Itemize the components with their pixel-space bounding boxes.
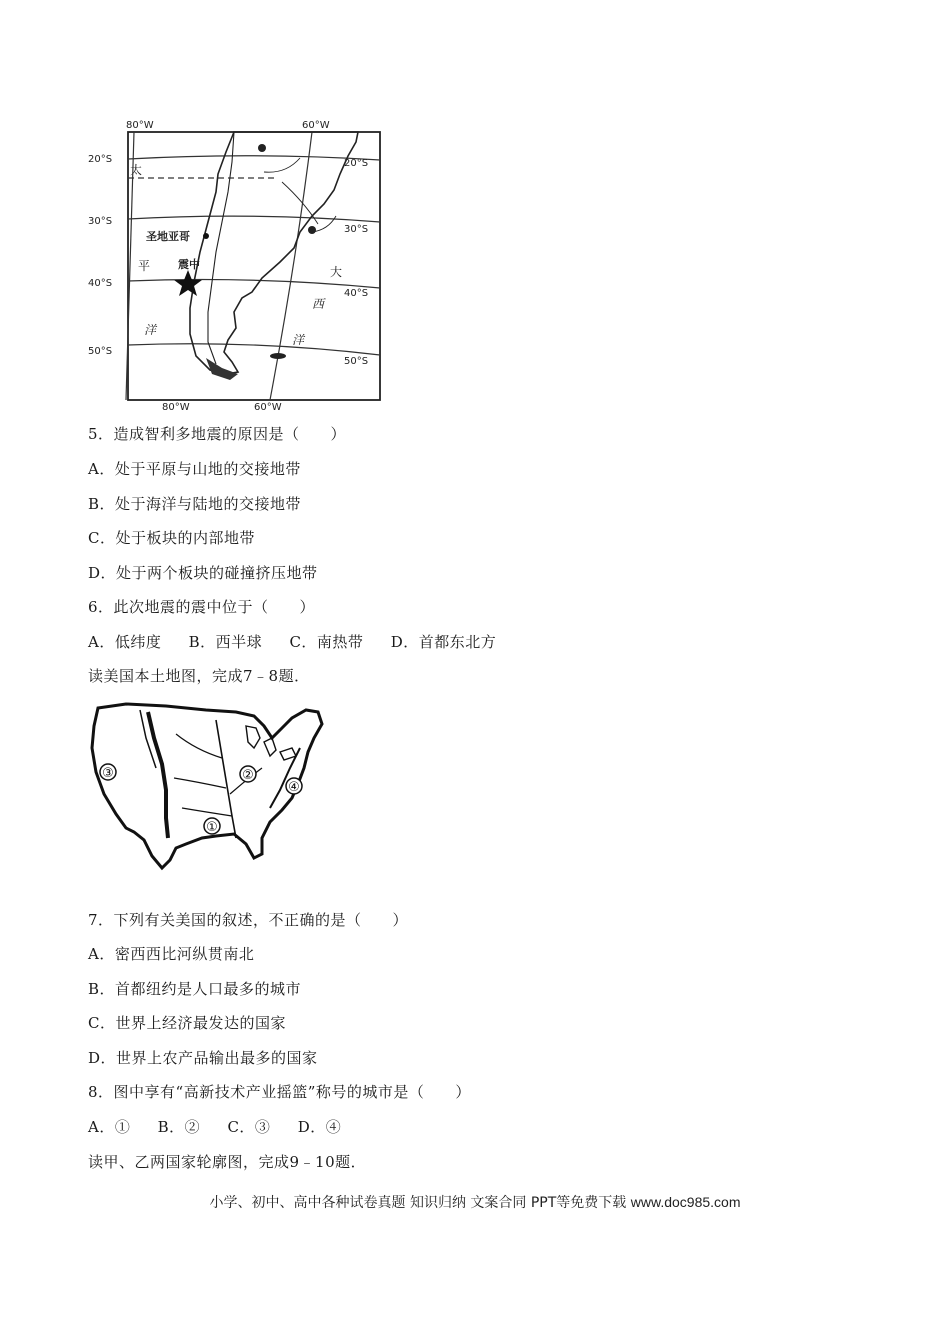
label-atl-yang: 洋 bbox=[292, 333, 305, 347]
question-7-option-d: D．世界上农产品输出最多的国家 bbox=[88, 1049, 318, 1067]
label-atl-tai: 大 bbox=[330, 265, 343, 279]
lon-label-80w-top: 80°W bbox=[126, 120, 154, 131]
label-yang: 洋 bbox=[144, 323, 157, 337]
question-6-option-b: B．西半球 bbox=[188, 633, 263, 651]
question-5-option-b: B．处于海洋与陆地的交接地带 bbox=[88, 495, 302, 513]
lat-label-20s-left: 20°S bbox=[88, 154, 113, 165]
marker-1: ① bbox=[206, 820, 218, 835]
question-7-option-b: B．首都纽约是人口最多的城市 bbox=[88, 980, 302, 998]
question-6-stem: 6．此次地震的震中位于（ ） bbox=[88, 598, 316, 616]
question-6-option-d: D．首都东北方 bbox=[390, 633, 497, 651]
question-8-option-d: D．④ bbox=[297, 1118, 342, 1136]
label-epicenter: 震中 bbox=[178, 258, 200, 271]
marker-2: ② bbox=[242, 768, 254, 783]
question-8-options bbox=[88, 1117, 363, 1137]
label-santiago: 圣地亚哥 bbox=[146, 230, 190, 243]
epicenter-star-icon bbox=[174, 270, 202, 296]
lat-label-30s-right: 30°S bbox=[344, 224, 369, 235]
lat-label-40s-left: 40°S bbox=[88, 278, 113, 289]
lat-label-50s-right: 50°S bbox=[344, 356, 369, 367]
lat-label-50s-left: 50°S bbox=[88, 346, 113, 357]
label-atl-xi: 西 bbox=[312, 297, 325, 311]
chile-map bbox=[86, 112, 390, 412]
footer-url[interactable]: www.doc985.com bbox=[630, 1194, 741, 1210]
page-footer bbox=[0, 1192, 950, 1212]
question-5-option-c: C．处于板块的内部地带 bbox=[88, 529, 255, 547]
lon-label-60w-bottom: 60°W bbox=[254, 402, 282, 412]
intro-usa-map: 读美国本土地图，完成7﹣8题． bbox=[88, 667, 310, 685]
usa-map bbox=[86, 698, 336, 874]
question-8-option-b: B．② bbox=[157, 1118, 201, 1136]
question-6-options bbox=[88, 632, 518, 652]
lat-label-20s-right: 20°S bbox=[344, 158, 369, 169]
question-6-option-a: A．低纬度 bbox=[88, 633, 162, 651]
marker-3: ③ bbox=[102, 766, 114, 781]
question-5-stem: 5．造成智利多地震的原因是（ ） bbox=[88, 425, 347, 443]
question-7-option-c: C．世界上经济最发达的国家 bbox=[88, 1014, 286, 1032]
question-6-option-c: C．南热带 bbox=[289, 633, 364, 651]
label-ping: 平 bbox=[138, 259, 151, 273]
lat-label-40s-right: 40°S bbox=[344, 288, 369, 299]
footer-text: 小学、初中、高中各种试卷真题 知识归纳 文案合同 PPT等免费下载 bbox=[209, 1195, 627, 1211]
question-8-option-c: C．③ bbox=[227, 1118, 271, 1136]
intro-two-countries: 读甲、乙两国家轮廓图，完成9﹣10题． bbox=[88, 1153, 367, 1171]
lon-label-60w-top: 60°W bbox=[302, 120, 330, 131]
lon-label-80w-bottom: 80°W bbox=[162, 402, 190, 412]
marker-4: ④ bbox=[288, 780, 300, 795]
question-8-stem: 8．图中享有“高新技术产业摇篮”称号的城市是（ ） bbox=[88, 1083, 471, 1101]
question-5-option-d: D．处于两个板块的碰撞挤压地带 bbox=[88, 564, 318, 582]
label-tai: 太 bbox=[130, 163, 143, 177]
lat-label-30s-left: 30°S bbox=[88, 216, 113, 227]
question-7-stem: 7．下列有关美国的叙述，不正确的是（ ） bbox=[88, 911, 409, 929]
question-5-option-a: A．处于平原与山地的交接地带 bbox=[88, 460, 301, 478]
question-7-option-a: A．密西西比河纵贯南北 bbox=[88, 945, 255, 963]
question-8-option-a: A．① bbox=[88, 1118, 131, 1136]
